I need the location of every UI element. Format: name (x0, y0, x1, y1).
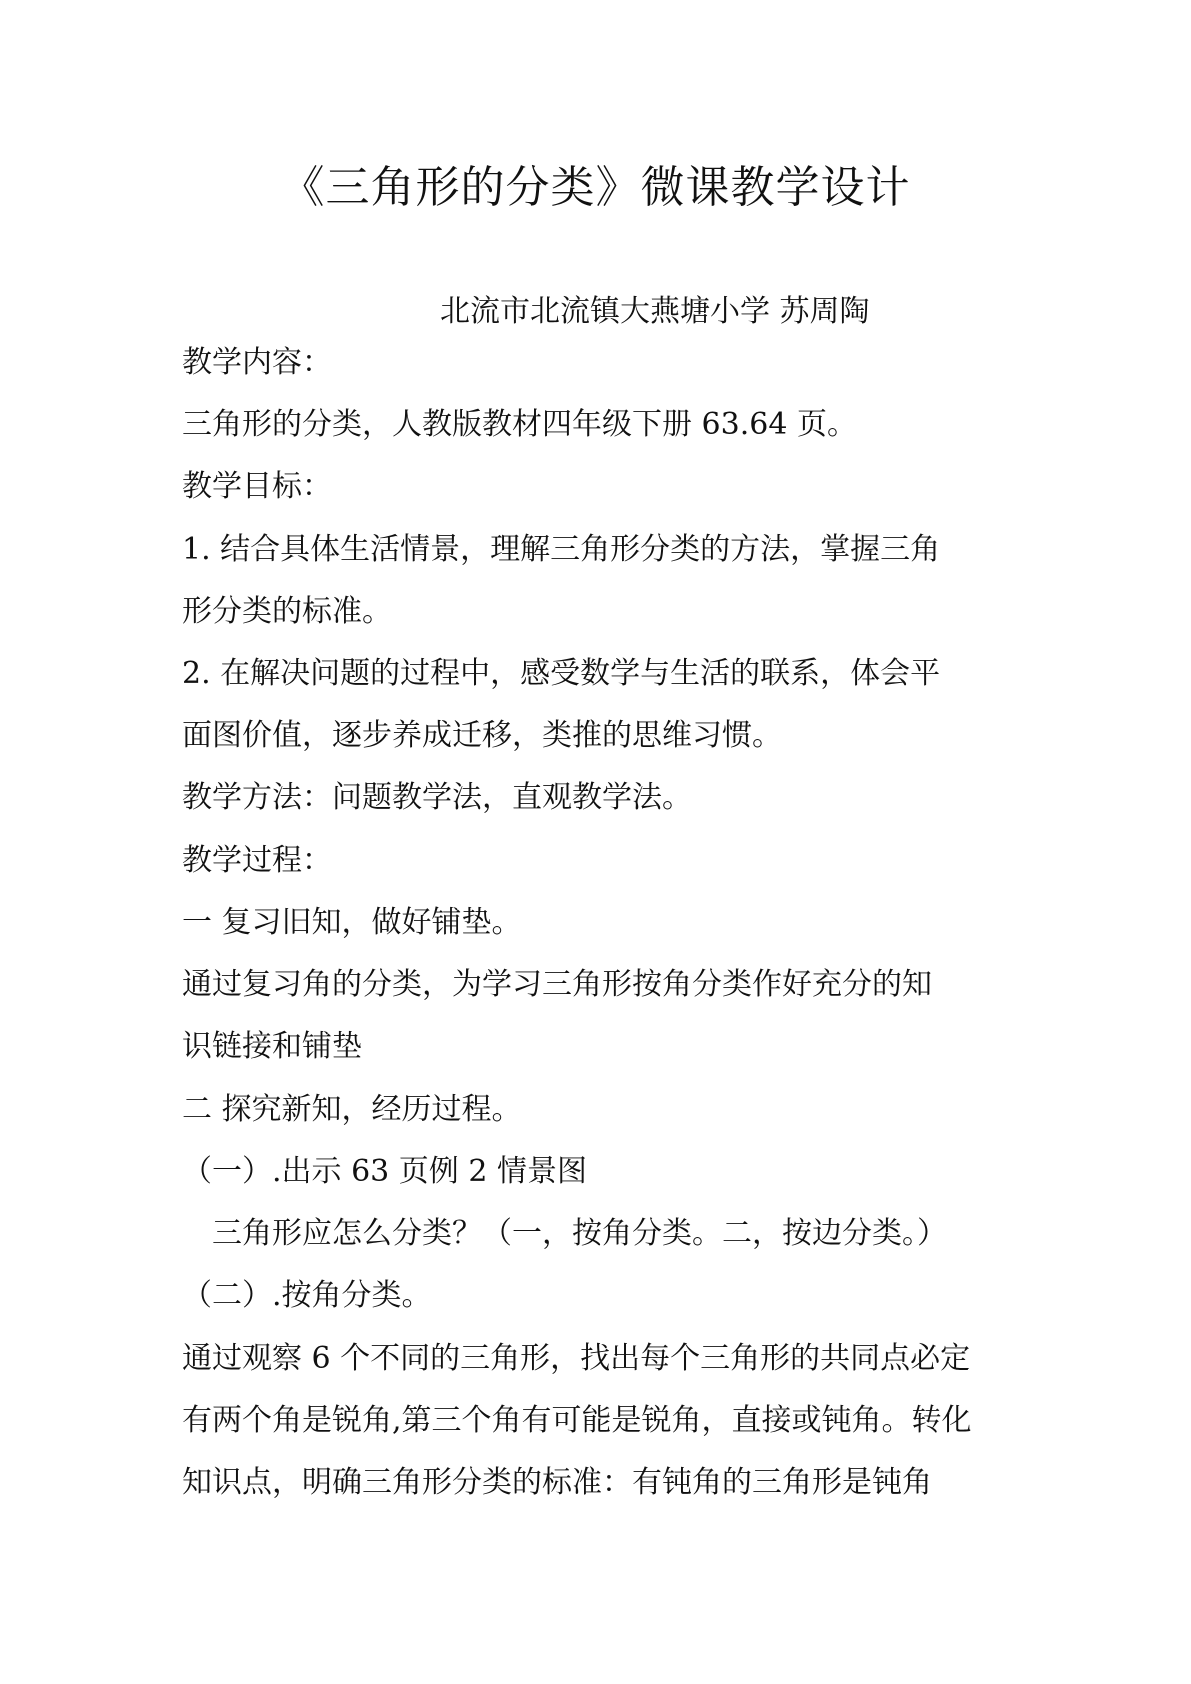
body-line: 三角形应怎么分类？（一，按角分类。二，按边分类。） (182, 1216, 947, 1251)
body-line: 形分类的标准。 (182, 594, 392, 629)
body-line: 通过观察 6 个不同的三角形，找出每个三角形的共同点必定 (182, 1341, 971, 1376)
body-line: （二）.按角分类。 (182, 1278, 432, 1313)
subheading-explore: 二 探究新知，经历过程。 (182, 1092, 522, 1127)
section-heading-objectives: 教学目标： (182, 469, 332, 504)
body-line: 三角形的分类，人教版教材四年级下册 63.64 页。 (182, 407, 857, 442)
body-line: 1. 结合具体生活情景，理解三角形分类的方法，掌握三角 (182, 532, 941, 567)
body-line: 识链接和铺垫 (182, 1029, 362, 1064)
body-line: 面图价值，逐步养成迁移，类推的思维习惯。 (182, 718, 782, 753)
section-heading-methods: 教学方法：问题教学法，直观教学法。 (182, 780, 692, 815)
body-line: 有两个角是锐角,第三个角有可能是锐角，直接或钝角。转化 (182, 1403, 972, 1438)
document-author: 北流市北流镇大燕塘小学 苏周陶 (440, 294, 870, 329)
subheading-review: 一 复习旧知，做好铺垫。 (182, 905, 522, 940)
body-line: 通过复习角的分类，为学习三角形按角分类作好充分的知 (182, 967, 932, 1002)
document-title: 《三角形的分类》微课教学设计 (280, 162, 911, 213)
section-heading-process: 教学过程： (182, 843, 332, 878)
section-heading-content: 教学内容： (182, 345, 332, 380)
body-line: （一）.出示 63 页例 2 情景图 (182, 1154, 587, 1189)
body-line: 知识点，明确三角形分类的标准：有钝角的三角形是钝角 (182, 1465, 932, 1500)
body-line: 2. 在解决问题的过程中，感受数学与生活的联系，体会平 (182, 656, 941, 691)
